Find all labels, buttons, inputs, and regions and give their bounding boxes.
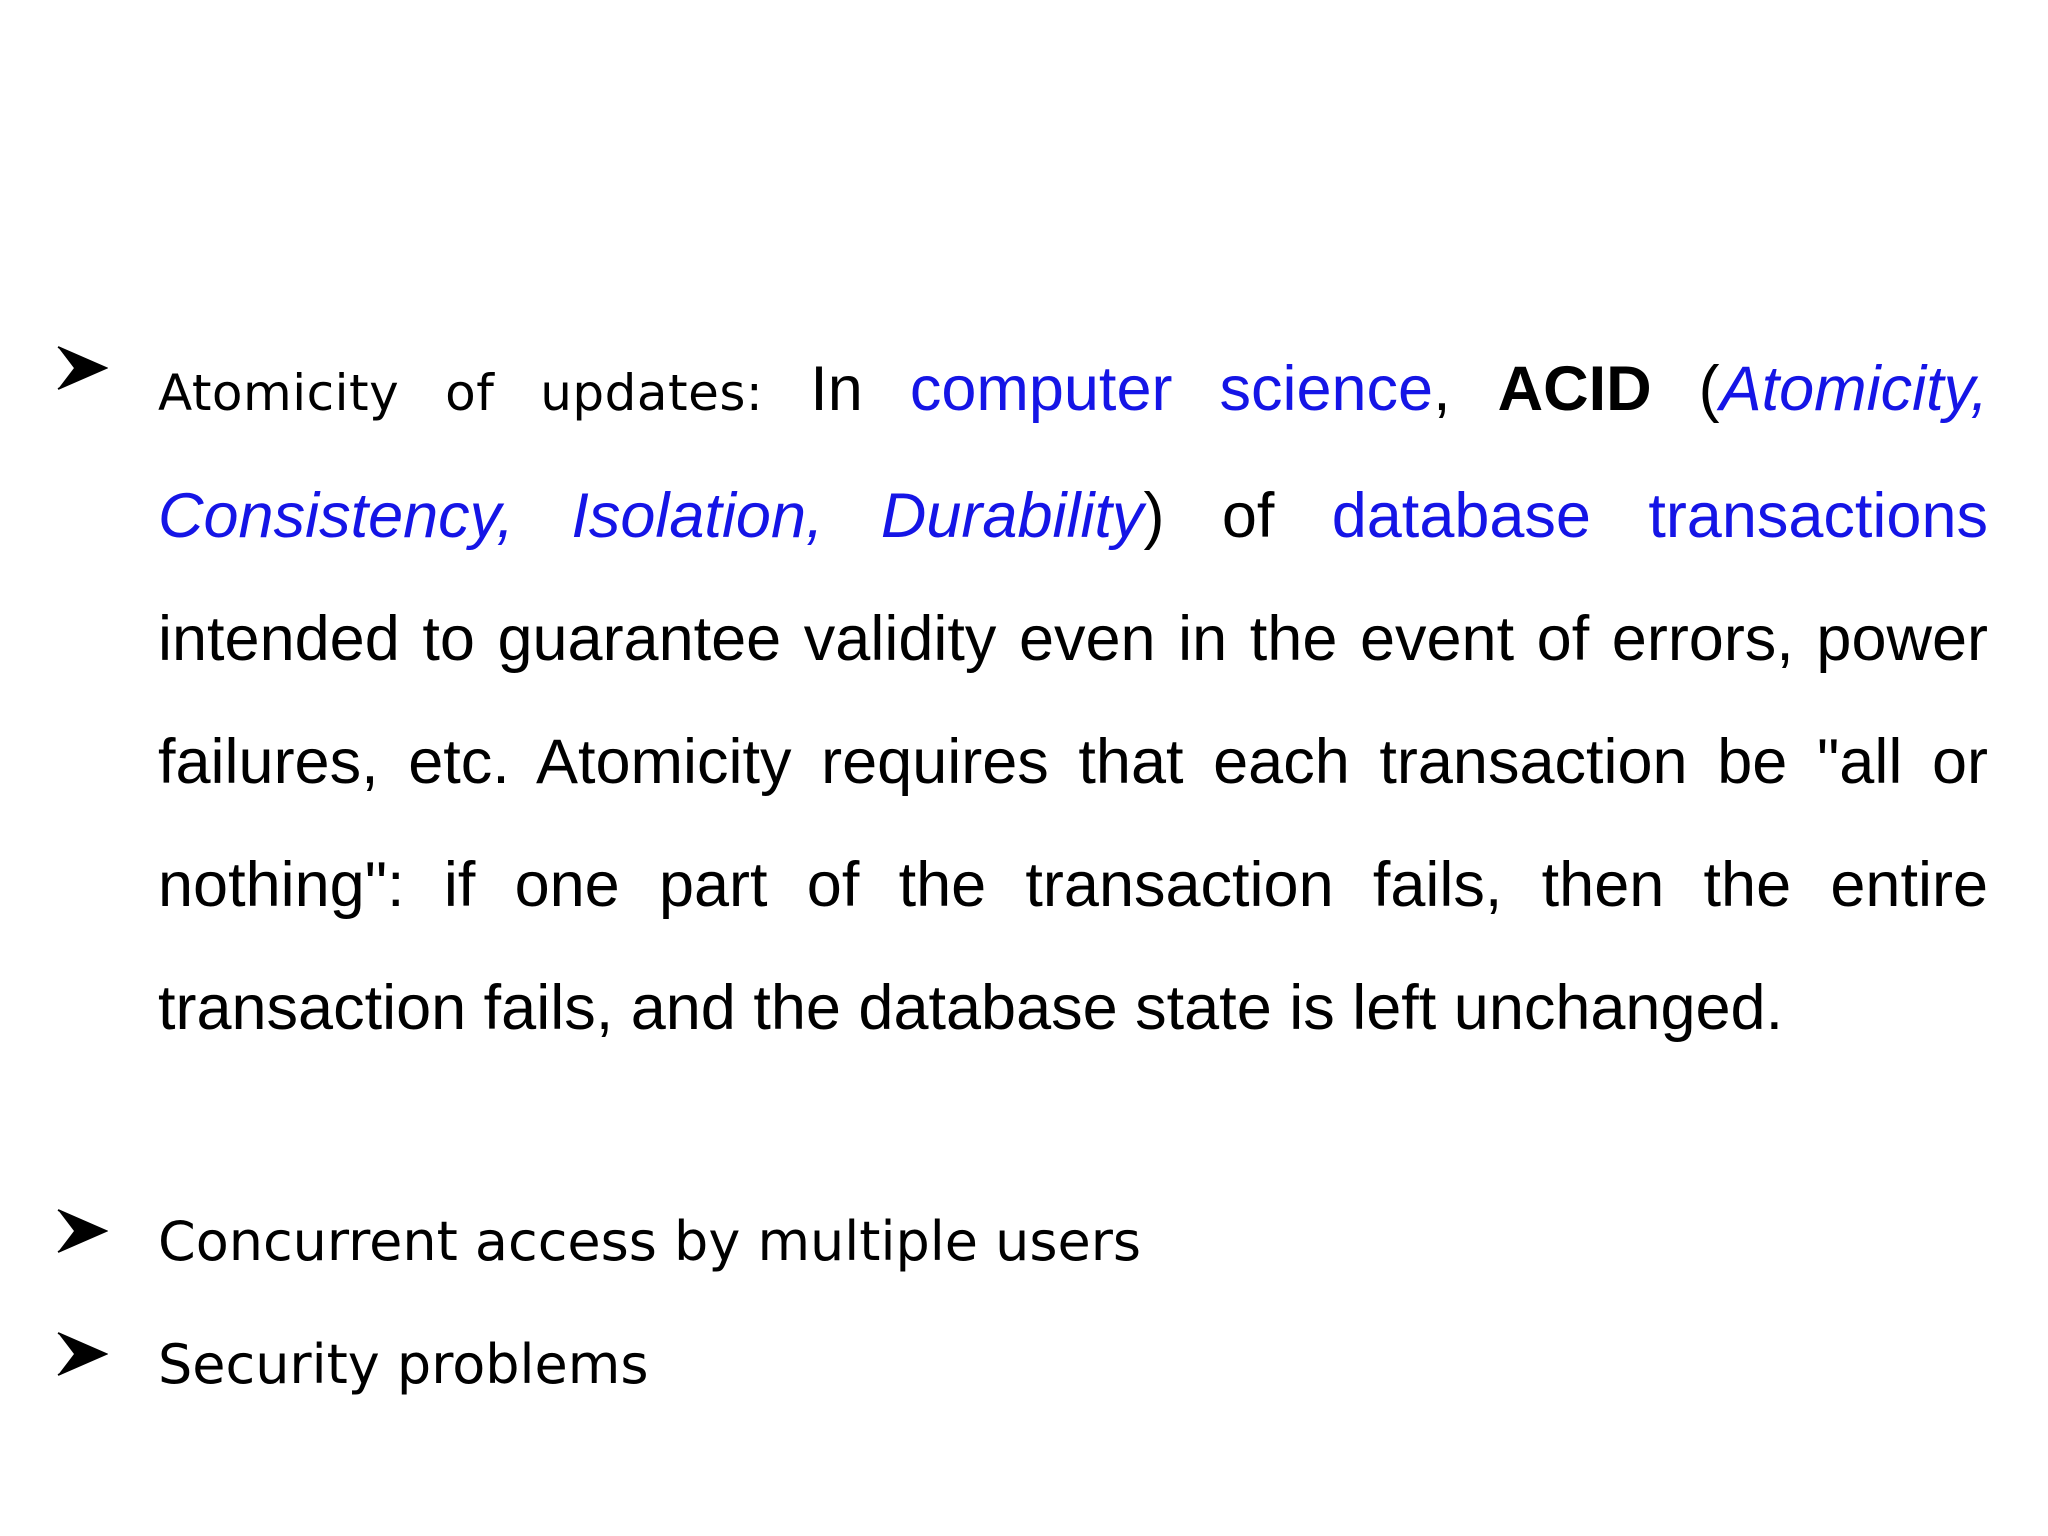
durability-link[interactable]: Durability (880, 481, 1144, 551)
seg-comma-4: , (806, 481, 881, 551)
concurrent-access-text: Concurrent access by multiple users (158, 1210, 1142, 1273)
consistency-link[interactable]: Consistency (158, 481, 497, 551)
seg-comma-1: , (1433, 354, 1498, 424)
arrowhead-bullet-icon (56, 1208, 108, 1254)
seg-close-paren-of: ) of (1143, 481, 1332, 551)
acid-term: ACID (1497, 354, 1652, 424)
seg-comma-2: , (1970, 354, 1989, 424)
arrowhead-bullet-icon (56, 345, 108, 391)
seg-comma-3: , (496, 481, 572, 551)
isolation-link[interactable]: Isolation (571, 481, 807, 551)
security-problems-text: Security problems (158, 1333, 649, 1396)
atomicity-lead: Atomicity of updates: (158, 364, 764, 422)
database-transactions-link[interactable]: database transactions (1331, 481, 1988, 551)
arrowhead-bullet-icon (56, 1331, 108, 1377)
atomicity-link[interactable]: Atomicity (1719, 354, 1971, 424)
atomicity-paragraph (158, 328, 1988, 1070)
computer-science-link[interactable]: computer science (909, 354, 1434, 424)
seg-in: In (810, 354, 910, 424)
seg-body: intended to guarantee validity even in the event of errors, power failures, etc. Atomicity requires that each transaction be "all or nothing": if one part of the transaction fails, then the entire transaction fails, and the database state is left unchanged. (158, 604, 1988, 1043)
seg-open-paren: ( (1651, 354, 1720, 424)
